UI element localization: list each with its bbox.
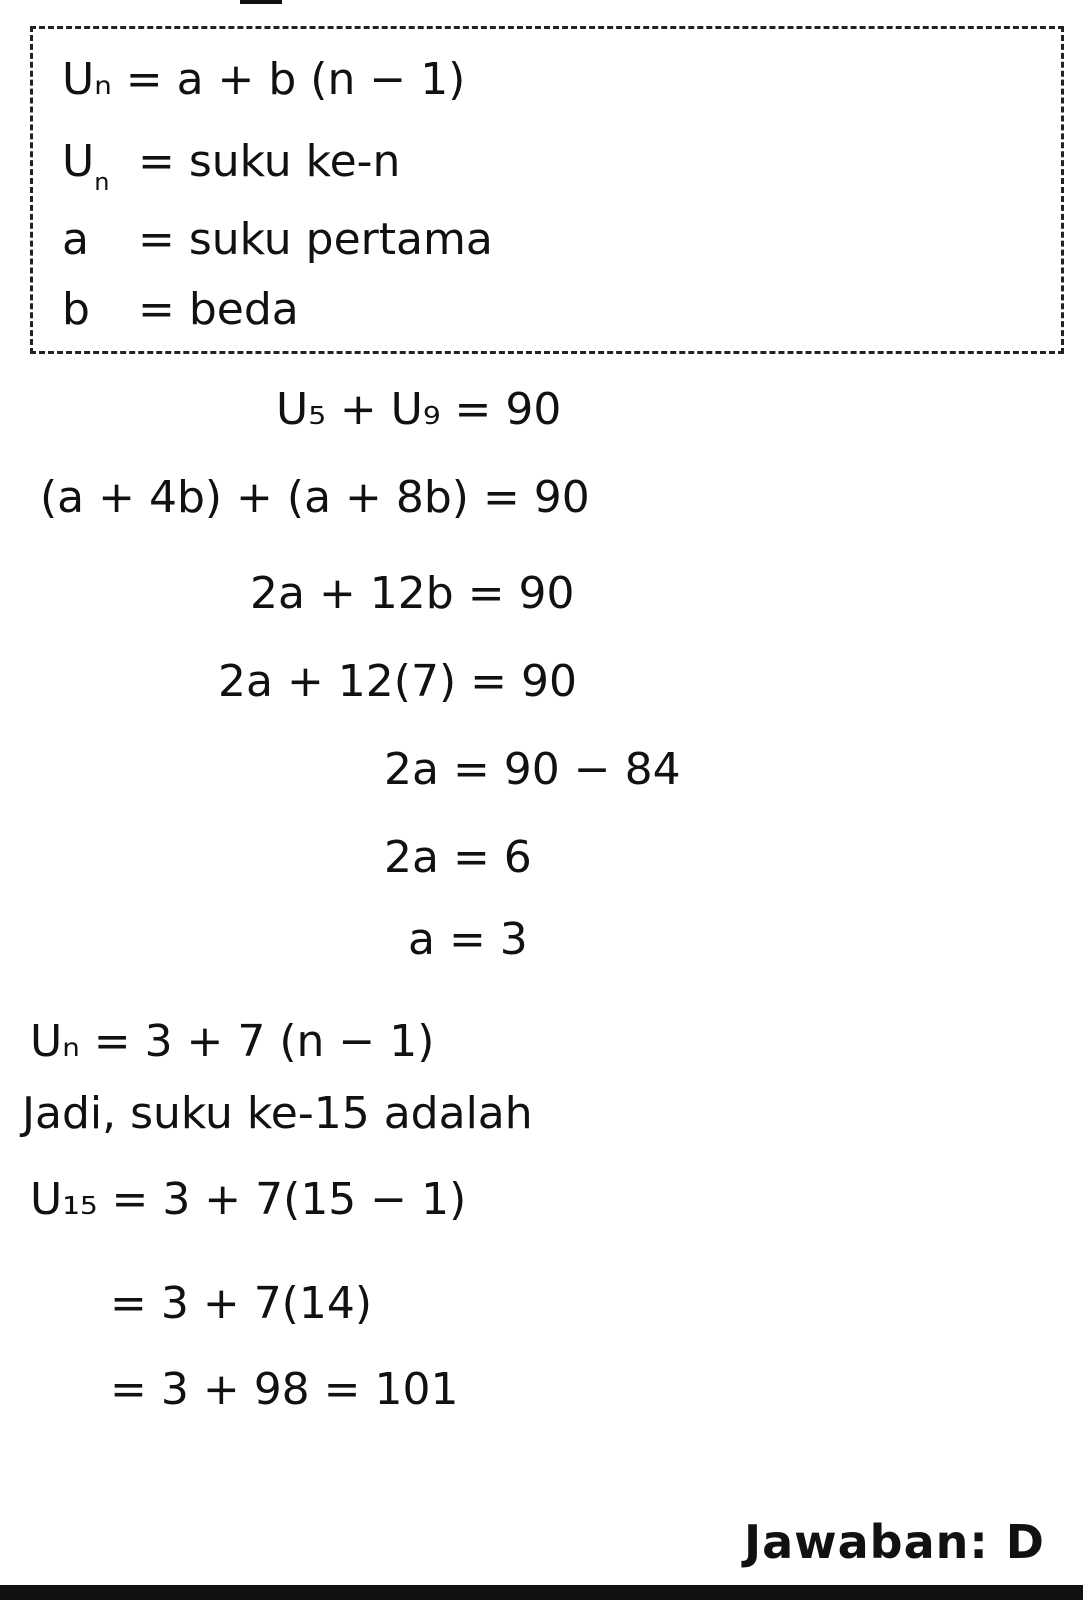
general-term: Uₙ = 3 + 7 (n − 1) — [30, 1016, 435, 1067]
step-line: a = 3 — [408, 914, 528, 965]
definition-b — [62, 284, 299, 335]
formula-text: Uₙ = a + b (n − 1) — [62, 54, 466, 105]
bottom-bar — [0, 1585, 1083, 1600]
definition-symbol: a — [62, 214, 89, 265]
top-mark — [240, 0, 282, 4]
answer-label: Jawaban: D — [743, 1515, 1045, 1569]
definition-text: = suku pertama — [138, 214, 493, 265]
definition-symbol: $U_n$ — [62, 136, 110, 196]
definition-un — [62, 136, 401, 196]
final-step: U₁₅ = 3 + 7(15 − 1) — [30, 1174, 467, 1225]
step-line: 2a = 90 − 84 — [384, 744, 681, 795]
final-step: = 3 + 98 = 101 — [110, 1364, 459, 1415]
conclusion-statement: Jadi, suku ke-15 adalah — [22, 1088, 533, 1139]
final-step: = 3 + 7(14) — [110, 1278, 373, 1329]
definition-text: = suku ke-n — [138, 136, 401, 187]
definition-symbol: b — [62, 284, 90, 335]
step-line: (a + 4b) + (a + 8b) = 90 — [40, 472, 590, 523]
formula-line — [62, 54, 466, 105]
step-line: U₅ + U₉ = 90 — [276, 384, 562, 435]
definition-text: = beda — [138, 284, 299, 335]
step-line: 2a + 12b = 90 — [250, 568, 575, 619]
step-line: 2a + 12(7) = 90 — [218, 656, 577, 707]
step-line: 2a = 6 — [384, 832, 532, 883]
definition-a — [62, 214, 493, 265]
